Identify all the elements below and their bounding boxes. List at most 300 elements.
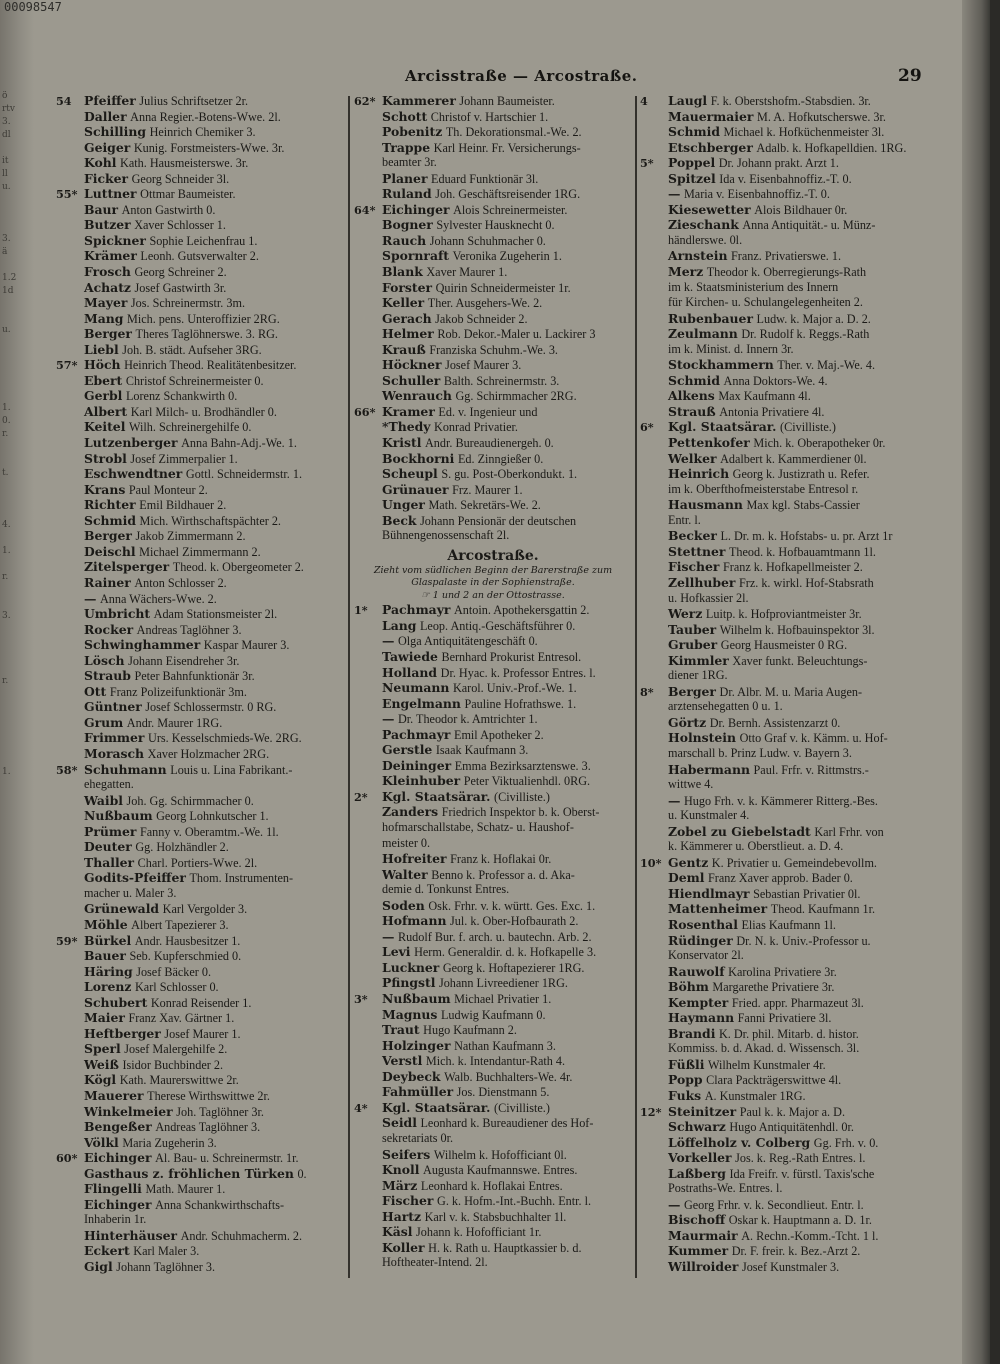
directory-entry: [56, 715, 346, 731]
resident-name: Haymann: [668, 1010, 735, 1026]
resident-name: Mayer: [84, 295, 128, 311]
resident-details: Josef Kunstmaler 3.: [741, 1260, 840, 1275]
resident-details: Rob. Dekor.-Maler u. Lackirer 3: [437, 327, 596, 342]
resident-details: Ther. v. Maj.-We. 4.: [777, 358, 876, 373]
resident-name: Magnus: [382, 1006, 438, 1022]
resident-details: händlerswe. 0l.: [668, 232, 743, 247]
directory-entry: [56, 544, 346, 560]
resident-name: Levi: [382, 944, 411, 960]
directory-entry: [354, 1053, 632, 1069]
resident-name: Krans: [84, 481, 126, 497]
resident-details: Andr. Maurer 1RG.: [126, 715, 223, 730]
directory-entry: [640, 964, 925, 980]
resident-name: Fahmüller: [382, 1084, 454, 1100]
resident-name: Werz: [668, 606, 703, 622]
resident-details: Xaver Schlosser 1.: [134, 218, 226, 233]
resident-name: Sperl: [84, 1041, 121, 1057]
margin-fragment: 1d: [2, 286, 14, 296]
entry-continuation: [354, 836, 632, 852]
house-number: 59*: [56, 933, 78, 948]
margin-fragment: [2, 831, 24, 844]
directory-entry: [56, 1026, 346, 1042]
margin-fragment: [2, 1000, 24, 1013]
directory-entry: [640, 451, 925, 467]
margin-fragment: [2, 805, 24, 818]
directory-entry: [354, 1069, 632, 1085]
directory-entry: [640, 1135, 925, 1151]
resident-details: L. Dr. m. k. Hofstabs- u. pr. Arzt 1r: [720, 529, 893, 544]
resident-name: Zitelsperger: [84, 559, 170, 575]
resident-name: Kohl: [84, 155, 117, 171]
resident-details: Karl Schlosser 0.: [135, 980, 219, 995]
resident-details: Charl. Portiers-Wwe. 2l.: [137, 855, 258, 870]
resident-details: Joh. B. städt. Aufseher 3RG.: [122, 342, 262, 357]
directory-entry: [640, 124, 925, 140]
directory-entry: [640, 186, 925, 202]
resident-name: Trappe: [382, 139, 431, 155]
resident-details: Sebastian Privatier 0l.: [753, 886, 861, 901]
directory-entry: [56, 1104, 346, 1120]
directory-entry: [56, 482, 346, 498]
directory-entry: [56, 1150, 346, 1166]
directory-entry: [56, 1243, 346, 1259]
resident-name: Höch: [84, 357, 121, 373]
directory-entry: [56, 559, 346, 575]
resident-name: Krämer: [84, 248, 137, 264]
margin-fragment: [2, 532, 24, 545]
directory-entry: [354, 171, 632, 187]
directory-entry: [354, 186, 632, 202]
house-number: 2*: [354, 789, 368, 804]
directory-entry: [56, 606, 346, 622]
directory-entry: [640, 653, 925, 669]
margin-fragment: [2, 480, 24, 493]
directory-entry: [640, 715, 925, 731]
resident-name: Schwarz: [668, 1119, 726, 1135]
directory-entry: [640, 109, 925, 125]
resident-name: Gerbl: [84, 388, 123, 404]
directory-entry: [640, 637, 925, 653]
resident-name: Spitzel: [668, 170, 716, 186]
resident-name: Schwinghammer: [84, 637, 201, 653]
directory-entry: [56, 824, 346, 840]
resident-details: Michael k. Hofküchenmeister 3l.: [723, 125, 885, 140]
house-number: 1*: [354, 603, 368, 618]
resident-name: Kimmler: [668, 652, 729, 668]
margin-fragment: 0.: [2, 416, 11, 426]
directory-entry: [56, 357, 346, 373]
resident-name: Lang: [382, 617, 417, 633]
resident-name: Gerach: [382, 310, 432, 326]
resident-details: Jul. k. Ober-Hofbaurath 2.: [450, 914, 579, 929]
resident-details: Rudolf Bur. f. arch. u. bautechn. Arb. 2.: [397, 929, 592, 944]
resident-name: Schmid: [668, 372, 720, 388]
resident-details: F. k. Oberstshofm.-Stabsdien. 3r.: [710, 94, 871, 108]
resident-details: Konrad Reisender 1.: [150, 995, 252, 1010]
directory-entry: [56, 295, 346, 311]
resident-name: —: [382, 633, 395, 649]
margin-fragment: [2, 597, 24, 610]
directory-entry: [56, 1057, 346, 1073]
resident-details: Johann Baumeister.: [459, 94, 555, 108]
page-edge: [962, 0, 990, 1364]
resident-details: Louis u. Lina Fabrikant.-: [170, 762, 293, 777]
resident-details: Olga Antiquitätengeschäft 0.: [397, 634, 538, 649]
directory-entry: [354, 1240, 632, 1256]
resident-name: Butzer: [84, 217, 131, 233]
resident-name: Seifers: [382, 1146, 431, 1162]
resident-name: Godits-Pfeiffer: [84, 870, 186, 886]
directory-entry: [640, 684, 925, 700]
margin-fragment: [2, 961, 24, 974]
page-number: 29: [898, 66, 922, 86]
margin-fragment: [2, 792, 24, 805]
resident-details: im k. Staatsministerium des Innern: [668, 279, 839, 294]
directory-entry: [640, 901, 925, 917]
resident-details: 0.: [297, 1166, 307, 1181]
directory-entry: [640, 824, 925, 840]
resident-details: u. Kunstmaler 4.: [668, 808, 750, 823]
directory-entry: [56, 746, 346, 762]
entry-continuation: [640, 808, 925, 824]
column-divider: [348, 96, 350, 1278]
resident-name: Möhle: [84, 916, 128, 932]
house-number: 58*: [56, 762, 78, 777]
resident-name: Kempter: [668, 994, 729, 1010]
street-description: ☞ 1 und 2 an der Ottostrasse.: [421, 589, 565, 601]
margin-fragment: [2, 142, 24, 155]
resident-details: Sophie Leichenfrau 1.: [149, 233, 258, 248]
resident-details: Math. Maurer 1.: [145, 1182, 226, 1197]
resident-details: Paul. Frfr. v. Rittmstrs.-: [753, 762, 869, 777]
resident-details: Hugo Antiquitätenhdl. 0r.: [729, 1120, 854, 1135]
resident-details: Karol. Univ.-Prof.-We. 1.: [452, 681, 577, 696]
directory-entry: [56, 513, 346, 529]
resident-name: Löffelholz v. Colberg: [668, 1134, 811, 1150]
street-heading: Arcostraße.: [447, 547, 539, 564]
directory-entry: [56, 373, 346, 389]
directory-entry: [56, 466, 346, 482]
directory-entry: [56, 1259, 346, 1275]
resident-name: Schmid: [84, 512, 136, 528]
resident-details: Franz Xaver approb. Bader 0.: [708, 871, 853, 886]
directory-entry: [640, 202, 925, 218]
entry-continuation: [56, 777, 346, 793]
resident-name: Strauß: [668, 403, 716, 419]
resident-details: Leonhard k. Hoflakai Entres.: [420, 1178, 563, 1193]
resident-name: Unger: [382, 497, 425, 513]
directory-entry: [354, 373, 632, 389]
resident-name: Krauß: [382, 341, 426, 357]
margin-fragment: [2, 259, 24, 272]
resident-name: Häring: [84, 963, 133, 979]
margin-fragment: [2, 662, 24, 675]
directory-entry: [354, 944, 632, 960]
resident-name: Becker: [668, 528, 717, 544]
directory-entry: [640, 1119, 925, 1135]
margin-fragment: [2, 441, 24, 454]
directory-entry: [640, 559, 925, 575]
resident-details: Karl Frhr. von: [814, 824, 884, 839]
resident-name: Steinitzer: [668, 1103, 737, 1119]
resident-details: Andr. Schuhmacherm. 2.: [180, 1228, 303, 1243]
resident-name: Mang: [84, 310, 124, 326]
resident-name: —: [382, 711, 395, 727]
directory-entry: [640, 1259, 925, 1275]
resident-details: Konservator 2l.: [668, 948, 744, 963]
directory-entry: [56, 591, 346, 607]
directory-entry: [354, 851, 632, 867]
directory-entry: [640, 528, 925, 544]
resident-name: Bauer: [84, 948, 126, 964]
resident-details: Kommiss. b. d. Akad. d. Wissensch. 3l.: [668, 1041, 860, 1056]
directory-entry: [354, 727, 632, 743]
resident-name: Schuller: [382, 372, 441, 388]
resident-details: Michael Privatier 1.: [454, 992, 552, 1007]
resident-details: Wilhelm k. Hofofficiant 0l.: [433, 1147, 567, 1162]
resident-name: Fischer: [668, 559, 720, 575]
resident-name: Mattenheimer: [668, 901, 768, 917]
directory-entry: [56, 933, 346, 949]
resident-details: Michael Zimmermann 2.: [139, 544, 261, 559]
resident-details: Franz k. Hofkapellmeister 2.: [723, 560, 863, 575]
directory-entry: [56, 1010, 346, 1026]
directory-entry: [354, 264, 632, 280]
resident-details: sekretariats 0r.: [382, 1130, 454, 1145]
resident-details: Dr. Rudolf k. Reggs.-Rath: [741, 327, 870, 342]
resident-details: Anna Wächers-Wwe. 2.: [99, 591, 217, 606]
directory-entry: [354, 1178, 632, 1194]
resident-name: Rauch: [382, 232, 427, 248]
resident-name: Habermann: [668, 761, 750, 777]
directory-entry: [56, 1228, 346, 1244]
resident-name: Umbricht: [84, 606, 151, 622]
resident-details: Lorenz Schankwirth 0.: [125, 389, 238, 404]
resident-details: Christof v. Hartschier 1.: [430, 109, 549, 124]
resident-details: Johann Taglöhner 3.: [116, 1260, 216, 1275]
resident-details: Postraths-We. Entres. l.: [668, 1181, 783, 1196]
directory-entry: [640, 870, 925, 886]
resident-details: (Civilliste.): [494, 789, 550, 804]
page-header-title: Arcisstraße — Arcostraße.: [405, 67, 638, 85]
directory-entry: [56, 248, 346, 264]
resident-name: Grünauer: [382, 481, 449, 497]
resident-details: Josef Bäcker 0.: [136, 964, 212, 979]
resident-details: wittwe 4.: [668, 777, 714, 792]
resident-name: Neumann: [382, 680, 450, 696]
resident-details: Kath. Hausmeisterswe. 3r.: [120, 156, 249, 171]
resident-name: Stettner: [668, 543, 726, 559]
resident-name: —: [668, 1196, 681, 1212]
entry-continuation: [640, 513, 925, 529]
directory-entry: [354, 419, 632, 435]
resident-details: Dr. N. k. Univ.-Professor u.: [736, 933, 871, 948]
directory-entry: [56, 388, 346, 404]
margin-fragment: ä: [2, 247, 8, 257]
directory-entry: [640, 762, 925, 778]
margin-fragment: [2, 701, 24, 714]
resident-name: Straub: [84, 668, 131, 684]
resident-details: Paul k. k. Major a. D.: [739, 1104, 845, 1119]
resident-details: Johann Schuhmacher 0.: [429, 233, 546, 248]
margin-fragment: it: [2, 156, 9, 166]
resident-details: Urs. Kesselschmieds-We. 2RG.: [148, 731, 302, 746]
resident-details: K. Privatier u. Gemeindebevollm.: [711, 855, 877, 870]
directory-entry: [354, 295, 632, 311]
resident-details: A. Rechn.-Komm.-Tcht. 1 l.: [741, 1228, 879, 1243]
directory-entry: [354, 929, 632, 945]
directory-entry: [56, 202, 346, 218]
resident-details: Andreas Taglöhner 3.: [136, 622, 242, 637]
directory-entry: [640, 217, 925, 233]
house-number: 8*: [640, 684, 654, 699]
scan-id: 00098547: [4, 0, 62, 14]
resident-name: Hofmann: [382, 913, 447, 929]
resident-details: Otto Graf v. k. Kämm. u. Hof-: [739, 731, 888, 746]
entry-continuation: [640, 1041, 925, 1057]
directory-entry: [354, 93, 632, 109]
margin-fragment: [2, 818, 24, 831]
resident-details: Julius Schriftsetzer 2r.: [139, 94, 249, 108]
house-number: 3*: [354, 992, 368, 1007]
column-divider: [635, 96, 637, 1278]
directory-entry: [354, 696, 632, 712]
entry-continuation: [354, 1255, 632, 1271]
directory-entry: [56, 1166, 346, 1182]
margin-fragment: [2, 870, 24, 883]
resident-details: Dr. Bernh. Assistenzarzt 0.: [709, 715, 841, 730]
entry-continuation: [640, 839, 925, 855]
margin-fragment: 1.: [2, 546, 11, 556]
resident-details: Max Kaufmann 4l.: [718, 389, 811, 404]
resident-details: Frz. k. wirkl. Hof-Stabsrath: [739, 575, 874, 590]
resident-details: Andr. Bureaudienergeh. 0.: [424, 436, 554, 451]
directory-column-3: [640, 93, 925, 1275]
resident-details: Fried. appr. Pharmazeut 3l.: [731, 995, 864, 1010]
resident-details: Dr. F. freir. k. Bez.-Arzt 2.: [731, 1244, 861, 1259]
directory-entry: [56, 186, 346, 202]
directory-entry: [56, 575, 346, 591]
resident-name: Schuhmann: [84, 761, 167, 777]
resident-details: Leonhard k. Bureaudiener des Hof-: [420, 1116, 594, 1131]
margin-fragment: ll: [2, 169, 8, 179]
resident-name: Bogner: [382, 217, 433, 233]
directory-entry: [354, 1100, 632, 1116]
margin-fragment: [2, 558, 24, 571]
directory-entry: [56, 435, 346, 451]
resident-details: Johann Eisendreher 3r.: [128, 653, 240, 668]
resident-name: Stockhammern: [668, 357, 774, 373]
resident-name: Morasch: [84, 745, 145, 761]
resident-details: Pauline Hofrathswe. 1.: [464, 696, 577, 711]
resident-name: Rubenbauer: [668, 310, 753, 326]
resident-name: Grum: [84, 714, 124, 730]
house-number: 4*: [354, 1100, 368, 1115]
directory-entry: [640, 622, 925, 638]
directory-entry: [640, 155, 925, 171]
resident-details: Inhaberin 1r.: [84, 1212, 147, 1227]
directory-entry: [56, 948, 346, 964]
directory-entry: [640, 793, 925, 809]
resident-name: Blank: [382, 264, 423, 280]
resident-details: Hugo Kaufmann 2.: [423, 1023, 517, 1038]
resident-name: Tauber: [668, 621, 717, 637]
resident-name: Eschwendtner: [84, 466, 183, 482]
entry-continuation: [640, 482, 925, 498]
entry-continuation: [56, 886, 346, 902]
resident-details: Veronika Zugeherin 1.: [452, 249, 562, 264]
resident-details: Gg. Holzhändler 2.: [135, 840, 229, 855]
resident-name: Rocker: [84, 621, 134, 637]
entry-continuation: [640, 1181, 925, 1197]
resident-name: Pfingstl: [382, 975, 436, 991]
house-number: 6*: [640, 420, 654, 435]
resident-name: Etschberger: [668, 139, 753, 155]
resident-name: Kgl. Staatsärar.: [382, 1099, 491, 1115]
directory-entry: [354, 867, 632, 883]
directory-entry: [56, 311, 346, 327]
margin-fragment: r.: [2, 676, 9, 686]
resident-details: Georg Frhr. v. k. Secondlieut. Entr. l.: [683, 1197, 864, 1212]
resident-details: Theodor k. Oberregierungs-Rath: [706, 265, 867, 280]
resident-details: Seb. Kupferschmied 0.: [129, 949, 242, 964]
margin-fragment: [2, 363, 24, 376]
resident-name: Eichinger: [84, 1196, 152, 1212]
resident-details: Walb. Buchhalters-We. 4r.: [444, 1069, 573, 1084]
directory-entry: [354, 482, 632, 498]
directory-entry: [354, 1007, 632, 1023]
directory-entry: [354, 633, 632, 649]
directory-entry: [354, 711, 632, 727]
resident-details: Franz. Privatierswe. 1.: [731, 249, 842, 264]
street-description: Glaspalaste in der Sophienstraße.: [411, 577, 575, 589]
resident-details: Thom. Instrumenten-: [189, 871, 294, 886]
resident-name: Holnstein: [668, 730, 736, 746]
directory-entry: [56, 839, 346, 855]
resident-name: Rüdinger: [668, 932, 733, 948]
resident-details: Maria Zugeherin 3.: [122, 1135, 217, 1150]
margin-fragment: [2, 337, 24, 350]
resident-details: Karl Maler 3.: [133, 1244, 200, 1259]
resident-details: Mich. k. Intendantur-Rath 4.: [425, 1054, 566, 1069]
resident-details: Alois Bildhauer 0r.: [754, 202, 848, 217]
directory-entry: [56, 1119, 346, 1135]
directory-entry: [354, 898, 632, 914]
resident-name: Thaller: [84, 854, 135, 870]
house-number: 66*: [354, 404, 376, 419]
directory-entry: [354, 497, 632, 513]
resident-details: Josef Gastwirth 3r.: [134, 280, 227, 295]
resident-details: Franziska Schuhm.-We. 3.: [429, 342, 558, 357]
resident-details: Ludwig Kaufmann 0.: [440, 1007, 546, 1022]
resident-name: Keitel: [84, 419, 126, 435]
resident-name: Lorenz: [84, 979, 132, 995]
resident-details: Mich. pens. Unteroffizier 2RG.: [126, 311, 280, 326]
resident-name: *Thedy: [382, 419, 431, 435]
resident-details: für Kirchen- u. Schulangelegenheiten 2.: [668, 295, 863, 310]
directory-entry: [640, 730, 925, 746]
resident-details: H. k. Rath u. Hauptkassier b. d.: [428, 1240, 582, 1255]
entry-continuation: [640, 777, 925, 793]
directory-entry: [640, 575, 925, 591]
directory-entry: [354, 1193, 632, 1209]
directory-entry: [56, 155, 346, 171]
resident-name: Hinterhäuser: [84, 1227, 177, 1243]
resident-details: Karl Milch- u. Brodhändler 0.: [130, 404, 277, 419]
resident-name: Zeulmann: [668, 326, 738, 342]
resident-name: Grünewald: [84, 901, 160, 917]
resident-details: marschall b. Prinz Ludw. v. Bayern 3.: [668, 745, 852, 760]
